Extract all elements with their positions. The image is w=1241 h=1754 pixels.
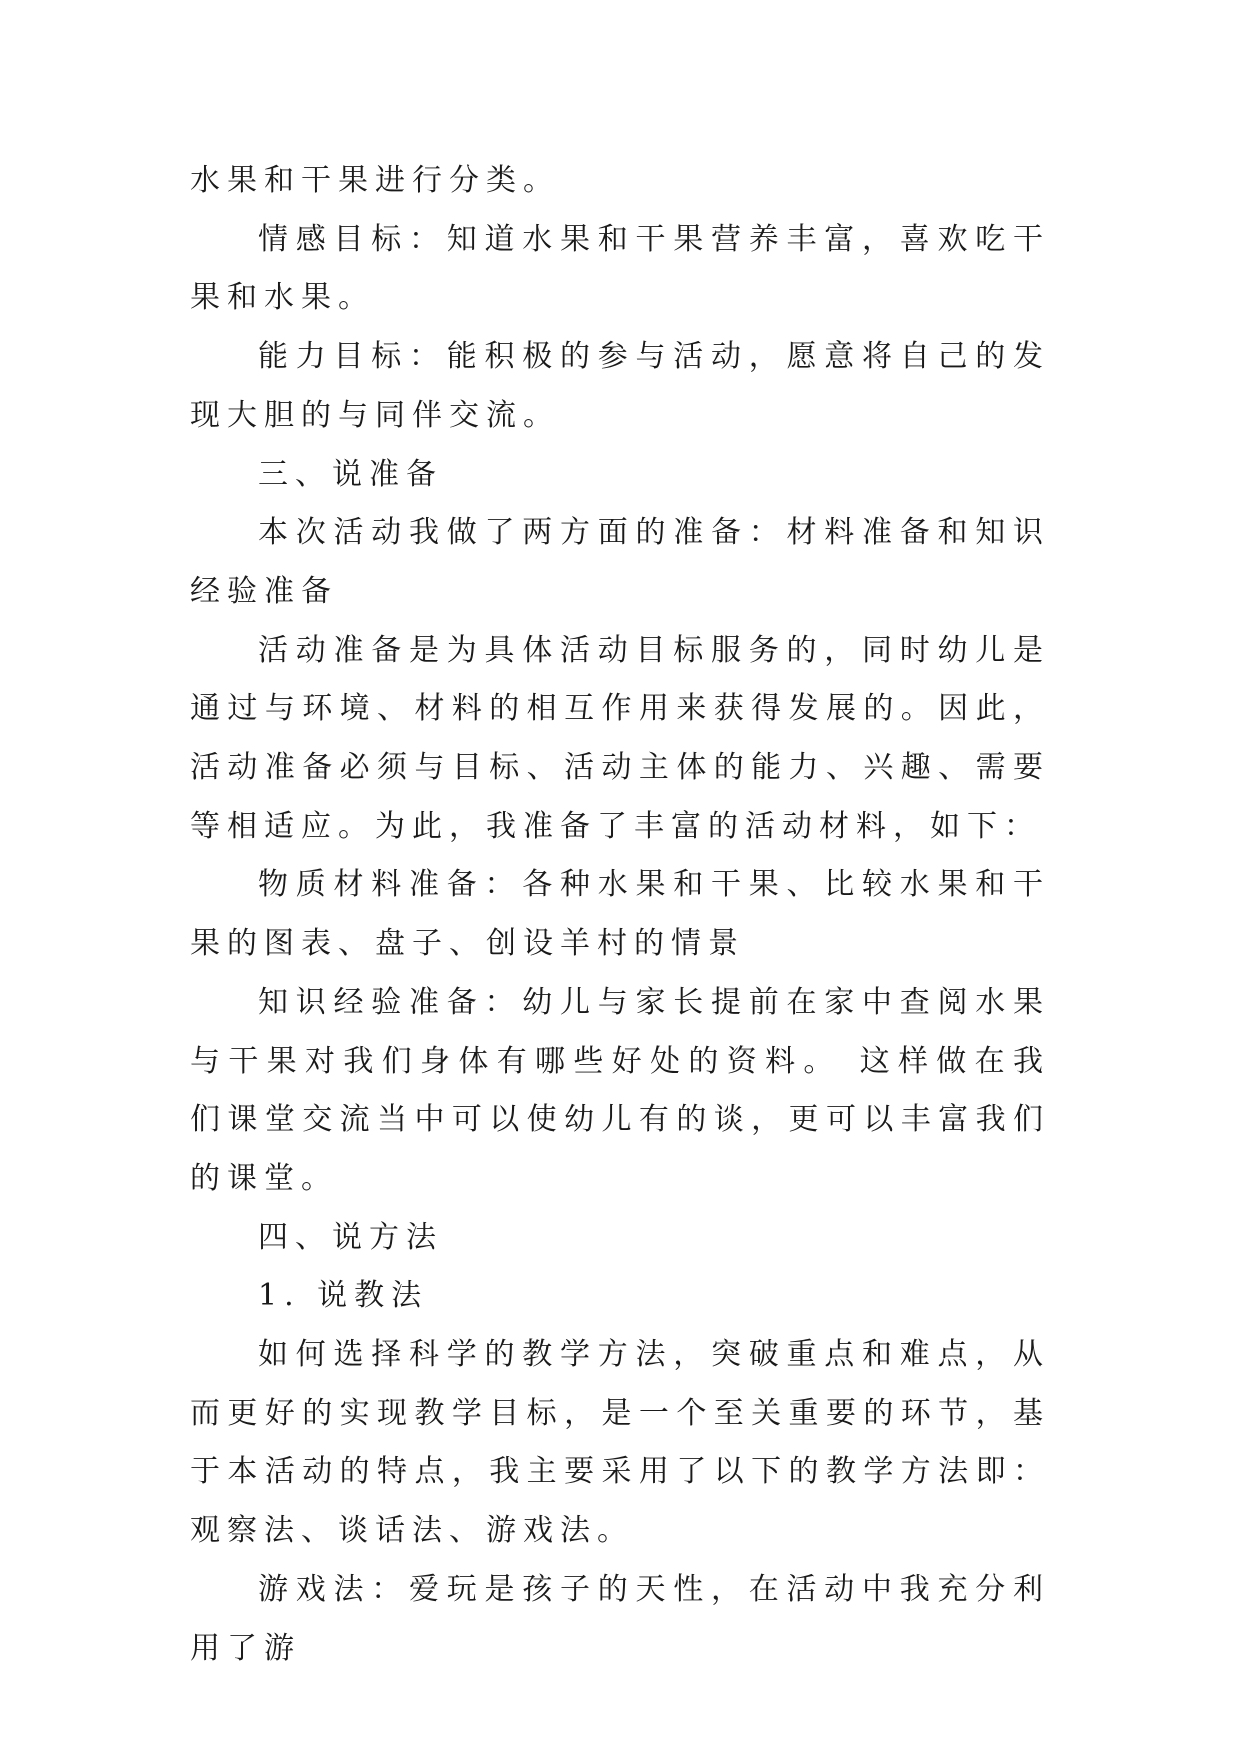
paragraph-ability-goal: 能力目标：能积极的参与活动，愿意将自己的发现大胆的与同伴交流。 [190, 339, 1050, 433]
paragraph-material-preparation: 物质材料准备：各种水果和干果、比较水果和干果的图表、盘子、创设羊村的情景 [190, 867, 1050, 962]
paragraph-emotion-goal: 情感目标：知道水果和干果营养丰富，喜欢吃干果和水果。 [190, 221, 1050, 316]
paragraph-preparation-intro: 本次活动我做了两方面的准备：材料准备和知识经验准备 [190, 515, 1050, 609]
section-heading-preparation: 三、说准备 [258, 456, 443, 492]
paragraph-teaching-method: 如何选择科学的教学方法，突破重点和难点，从而更好的实现教学目标，是一个至关重要的环节，基于本活动的特点，我主要采用了以下的教学方法即： 观察法、谈话法、游戏法。 [190, 1337, 1050, 1549]
paragraph-continuation: 水果和干果进行分类。 [190, 163, 560, 198]
paragraph-knowledge-preparation: 知识经验准备：幼儿与家长提前在家中查阅水果与干果对我们身体有哪些好处的资料。 这样做在我们课堂交流当中可以使幼儿有的谈，更可以丰富我们的课堂。 [190, 984, 1050, 1196]
paragraph-preparation-purpose: 活动准备是为具体活动目标服务的，同时幼儿是通过与环境、材料的相互作用来获得发展的。因此，活动准备必须与目标、活动主体的能力、兴趣、需要等相适应。为此，我准备了丰富的活动材料，如下： [190, 632, 1050, 844]
paragraph-game-method: 游戏法：爱玩是孩子的天性，在活动中我充分利用了游 [190, 1571, 1050, 1666]
subsection-heading-teaching-method: 1. 说教法 [258, 1278, 429, 1314]
document-body [190, 152, 1050, 1678]
section-heading-methods: 四、说方法 [258, 1219, 443, 1255]
